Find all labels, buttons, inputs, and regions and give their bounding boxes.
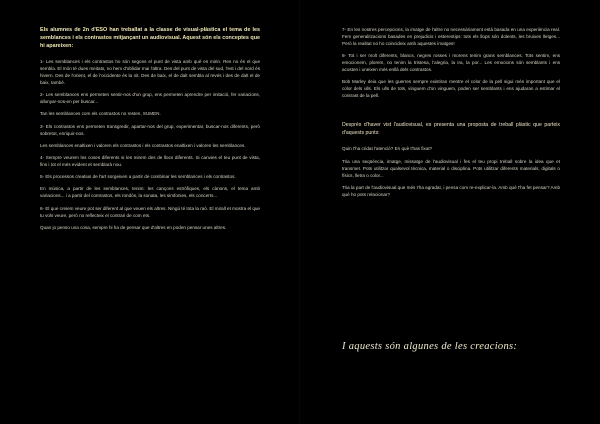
right-page — [300, 0, 600, 424]
paragraph: Tan les semblances com els contrastos no resten, SUMEN. — [40, 111, 161, 117]
paragraph: Quan jo penso una cosa, sempre hi ha de pensar que d'altres en poden pensar unes altres. — [40, 224, 227, 230]
intro-text: Els alumnes de 2n d'ESO han treballat a la classe de visual-plàstica el tema de les semblances i els contrastos mitjançant un audiovisual. Aquest són els conceptes que hi apareixen: — [40, 27, 260, 49]
paragraph: 1- Les semblances i els contrastos ho són segons el punt de vista amb què es mirin. Res no és el que sembla. El món té dues meitats, no hem d'oblidar mai l'altra. Des del punt de vista del sud, l'est i del nord és hivern. Des de l'orient, el de l'occidente és la nit. Des de baix, el de dalt sembla al revés i des de dalt el de baix, també. — [40, 59, 260, 85]
paragraph: En música, a partir de les semblances, tenim: les cançons estròfiques, els cànons, el tema amb variacions... i a partir del contrastos, els rondós, la sonata, les simfonies, els concerts... — [40, 186, 260, 199]
paragraph: 4- Sempre veurem les coses diferents si les mirem des de llocs diferents. Si canvies el teu punt de vista, fins i tot el més evident et semblarà nou. — [40, 154, 260, 167]
paragraph: 6- El que creiem veure pot ser diferent al que veuen els altres. Ningú té tota la raó. El mirall et mostra el que tu vols veure, però no reflecteix el contrari de com ets. — [40, 205, 260, 218]
proposal-text: Després d'haver vist l'audiovisual, es presenta una proposta de treball plàstic que parteix d'aquests punts: — [342, 122, 560, 137]
paragraph: Les semblances enaltixen i valoren els contrastos i els contrastos enaltixen i valoren les semblances. — [40, 142, 246, 148]
paragraph: 8- Tot i ser molt diferents, blancs, negres rosses i morens tenim grans semblances. Tots sentim, ens emocionem, plorem, no tenim la tristesa, l'alegria, la ira, la por... Les emocions són semblants i ens acosten i uneixen més enllà dels contrastos. — [342, 53, 560, 73]
paragraph: 7- En les nostres percepcions, la imatge de l'altre no necessàriament està basada en una experiència real. Fem generalitzacions basades en prejudicis i estereotips: tots els llops són dolents, les bruixes lletges... Però la realitat no ho coincideix amb aquestes imatges! — [342, 27, 560, 46]
paragraph: 3- Els contrastos ens permeten transgredir, apartar-nos del grup, experimentar, buscar-nos diferents, però sobretot, enriquir-nos. — [40, 123, 260, 136]
question: Quin t'ha cridat l'atenció? En què t'has fixat? — [342, 146, 433, 152]
paragraph: 2- Les semblances ens permeten sentir-nos d'un grup, ens permeten aprendre per imitació, fer variacions, allunyar-nos-en per buscar... — [40, 92, 260, 105]
creations-heading: I aquests són algunes de les creacions: — [342, 341, 518, 352]
paragraph: Bob Marley deia que les guerres sempre existiran mentre el color de la pell sigui més important que el color dels ulls. Els ulls de tots, vinguem d'on vinguem, poden ser semblants i ens ajudaran a estimar el contrast de la pell. — [342, 79, 560, 99]
paragraph: Tria la part de l'audiovisual que més t'ha agradat, i pensa com re-explicar-la. Amb què t'ha fet pensar? Amb què ho pots relacionar? — [342, 184, 560, 197]
paragraph: 5- Els processos creatius de l'art sorgeixen a partir de combinar les semblances i els contrastos. — [40, 174, 236, 180]
paragraph: Tria una seqüència, imatge, missatge de l'audiovisual i fes el teu propi treball sobre la idea que et transmet. Pots utilitzar qualsevol tècnica, material o disciplina. Pots utilitzar diferents materials, digitals o físics, lletra o color... — [342, 158, 560, 178]
